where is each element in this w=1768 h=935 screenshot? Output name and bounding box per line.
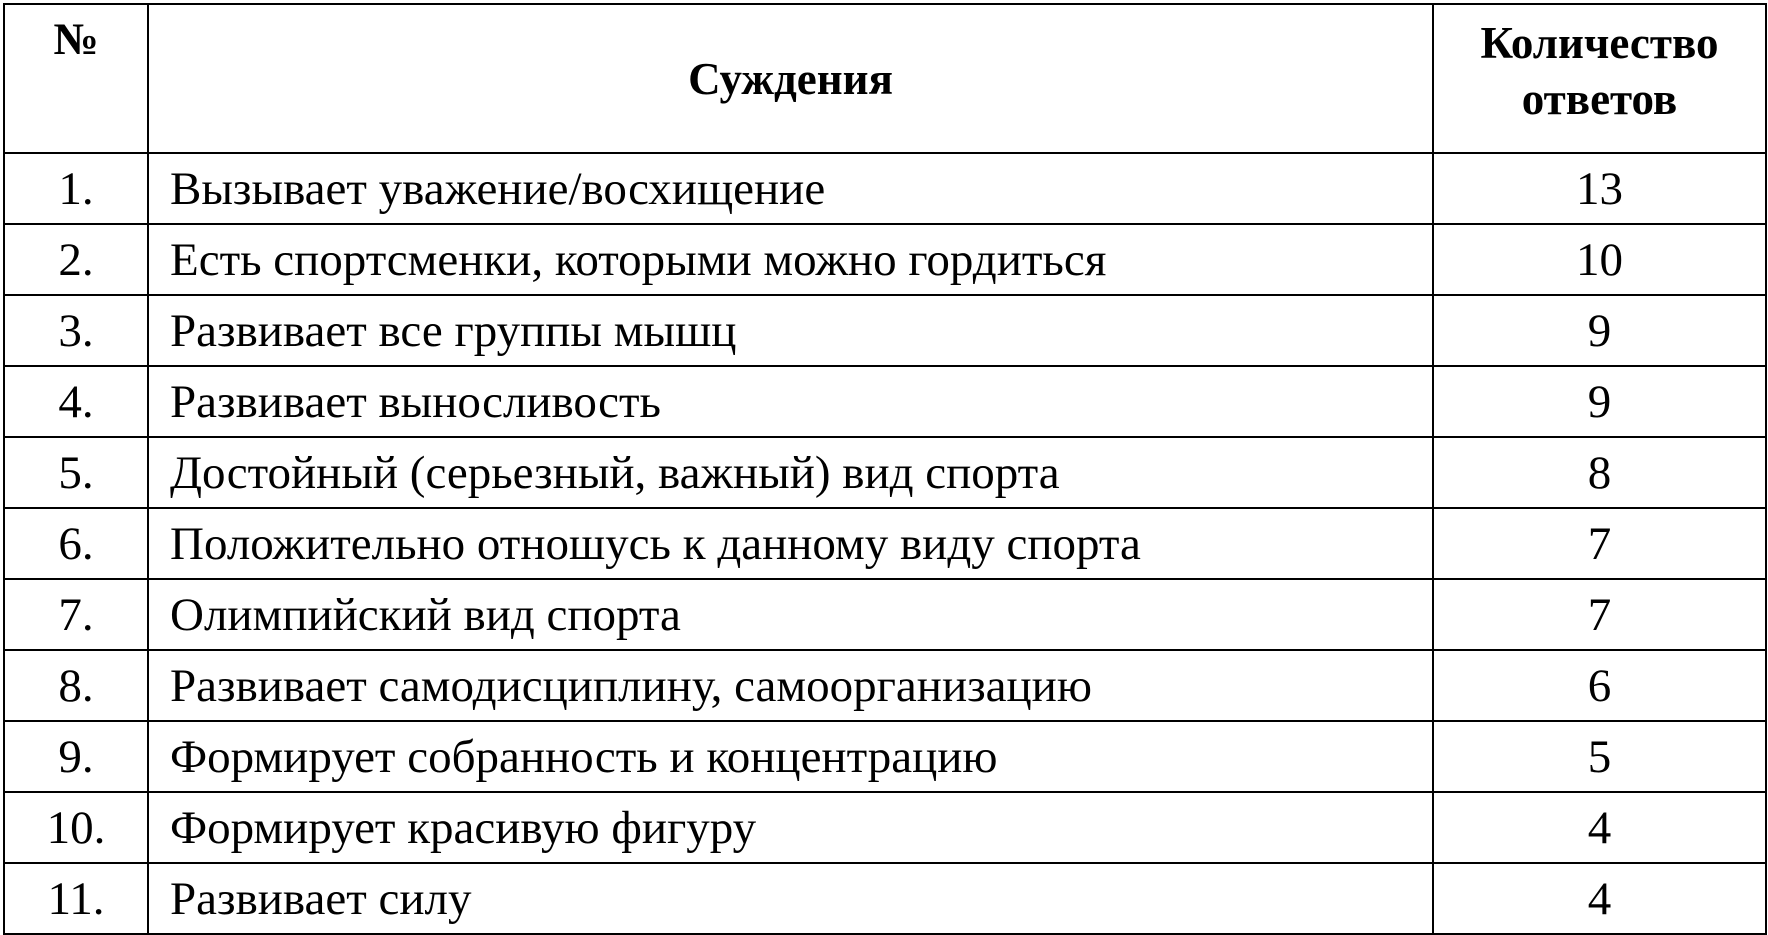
table-row — [4, 153, 1766, 224]
row-statement: Формирует красивую фигуру — [148, 792, 1433, 863]
row-number: 4. — [4, 366, 148, 437]
row-count: 9 — [1433, 366, 1766, 437]
row-number: 7. — [4, 579, 148, 650]
table-row — [4, 650, 1766, 721]
row-statement: Развивает самодисциплину, самоорганизацию — [148, 650, 1433, 721]
row-count: 7 — [1433, 579, 1766, 650]
table-body — [4, 153, 1766, 934]
row-statement: Вызывает уважение/восхищение — [148, 153, 1433, 224]
row-statement: Развивает все группы мышц — [148, 295, 1433, 366]
header-statement: Суждения — [148, 4, 1433, 153]
table-row — [4, 295, 1766, 366]
table-row — [4, 508, 1766, 579]
header-count-line2: ответов — [1521, 74, 1678, 124]
row-number: 6. — [4, 508, 148, 579]
header-number: № — [4, 4, 148, 153]
row-count: 4 — [1433, 863, 1766, 934]
table-row — [4, 863, 1766, 934]
row-statement: Есть спортсменки, которыми можно гордиться — [148, 224, 1433, 295]
table-row — [4, 721, 1766, 792]
row-count: 5 — [1433, 721, 1766, 792]
row-count: 6 — [1433, 650, 1766, 721]
table-header — [4, 4, 1766, 153]
row-count: 10 — [1433, 224, 1766, 295]
row-number: 10. — [4, 792, 148, 863]
row-statement: Развивает силу — [148, 863, 1433, 934]
row-number: 11. — [4, 863, 148, 934]
table-row — [4, 224, 1766, 295]
row-count: 8 — [1433, 437, 1766, 508]
table-row — [4, 792, 1766, 863]
row-statement: Достойный (серьезный, важный) вид спорта — [148, 437, 1433, 508]
table-row — [4, 437, 1766, 508]
row-count: 7 — [1433, 508, 1766, 579]
row-number: 3. — [4, 295, 148, 366]
row-statement: Развивает выносливость — [148, 366, 1433, 437]
row-number: 9. — [4, 721, 148, 792]
table-row — [4, 366, 1766, 437]
row-number: 5. — [4, 437, 148, 508]
header-count-line1: Количество — [1480, 18, 1719, 68]
row-number: 1. — [4, 153, 148, 224]
row-number: 8. — [4, 650, 148, 721]
header-count — [1433, 4, 1766, 153]
row-count: 13 — [1433, 153, 1766, 224]
row-count: 9 — [1433, 295, 1766, 366]
table-row — [4, 579, 1766, 650]
survey-table — [3, 3, 1767, 935]
row-statement: Олимпийский вид спорта — [148, 579, 1433, 650]
row-statement: Формирует собранность и концентрацию — [148, 721, 1433, 792]
header-row — [4, 4, 1766, 153]
row-count: 4 — [1433, 792, 1766, 863]
row-number: 2. — [4, 224, 148, 295]
row-statement: Положительно отношусь к данному виду спорта — [148, 508, 1433, 579]
